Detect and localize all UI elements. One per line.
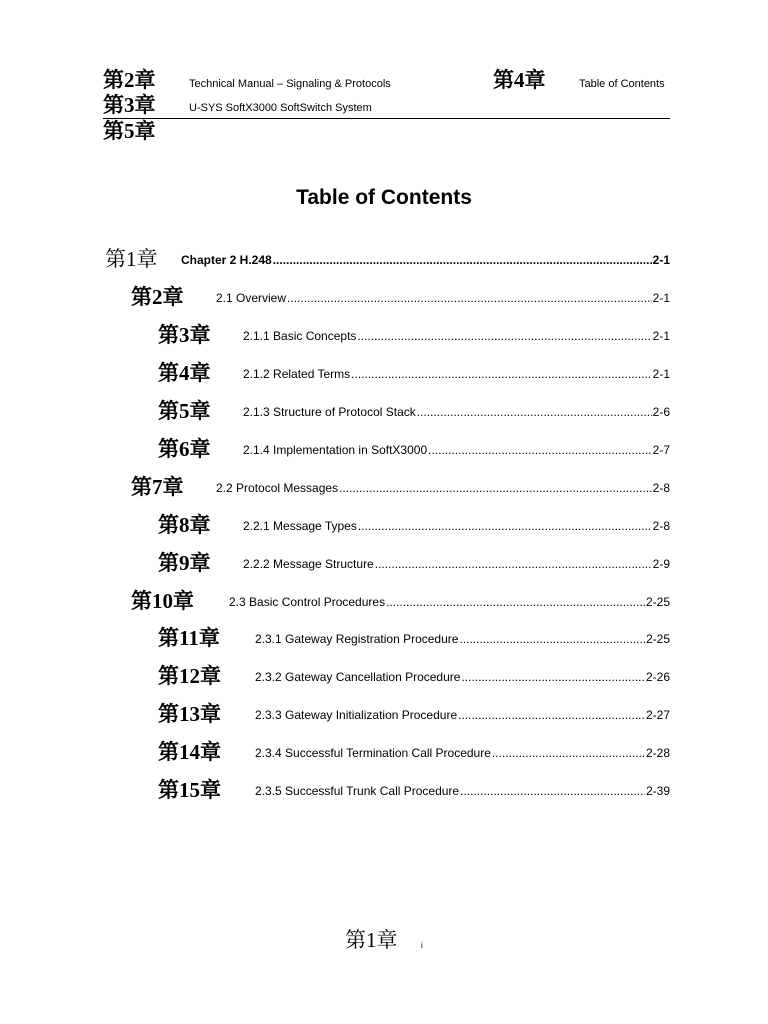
- toc-leader: [428, 444, 652, 456]
- toc-leader: [458, 709, 645, 721]
- header-manual-title: Technical Manual – Signaling & Protocols: [189, 78, 391, 90]
- toc-marker: 第3章: [158, 323, 211, 347]
- toc-entry[interactable]: [229, 596, 670, 608]
- footer-page-number: i: [421, 941, 423, 950]
- toc-entry-text: 2.3.1 Gateway Registration Procedure: [255, 632, 459, 646]
- toc-marker: 第4章: [158, 361, 211, 385]
- toc-entry-page: 2-25: [645, 595, 670, 609]
- toc-marker: 第2章: [131, 285, 184, 309]
- toc-marker: 第11章: [158, 626, 220, 650]
- toc-marker: 第7章: [131, 475, 184, 499]
- toc-marker: 第10章: [131, 589, 194, 613]
- toc-marker: 第14章: [158, 740, 221, 764]
- toc-entry-text: 2.1.4 Implementation in SoftX3000: [243, 443, 428, 457]
- toc-entry-text: 2.2.1 Message Types: [243, 519, 357, 533]
- toc-entry[interactable]: [243, 558, 670, 570]
- toc-entry-text: 2.1.3 Structure of Protocol Stack: [243, 405, 416, 419]
- toc-entry[interactable]: [243, 520, 670, 532]
- toc-marker: 第5章: [158, 399, 211, 423]
- toc-entry-text: Chapter 2 H.248: [181, 253, 272, 267]
- toc-entry[interactable]: [243, 368, 670, 380]
- toc-entry-text: 2.1 Overview: [216, 291, 287, 305]
- toc-leader: [375, 558, 652, 570]
- header-chapter-marker: 第2章: [103, 68, 156, 92]
- toc-entry-text: 2.2 Protocol Messages: [216, 481, 339, 495]
- toc-entry-text: 2.1.2 Related Terms: [243, 367, 351, 381]
- toc-entry-text: 2.1.1 Basic Concepts: [243, 329, 357, 343]
- toc-entry-text: 2.2.2 Message Structure: [243, 557, 374, 571]
- toc-leader: [351, 368, 651, 380]
- toc-entry-page: 2-8: [652, 519, 670, 533]
- toc-leader: [417, 406, 652, 418]
- toc-entry[interactable]: [181, 254, 670, 266]
- toc-entry-page: 2-1: [652, 253, 670, 267]
- toc-marker: 第1章: [105, 247, 158, 271]
- toc-entry-page: 2-39: [645, 784, 670, 798]
- toc-entry-page: 2-8: [652, 481, 670, 495]
- toc-entry-page: 2-28: [645, 746, 670, 760]
- toc-marker: 第13章: [158, 702, 221, 726]
- toc-entry-page: 2-1: [652, 291, 670, 305]
- toc-entry-text: 2.3.3 Gateway Initialization Procedure: [255, 708, 458, 722]
- toc-entry-page: 2-7: [652, 443, 670, 457]
- page-title: Table of Contents: [296, 186, 472, 209]
- toc-entry-page: 2-1: [652, 367, 670, 381]
- header-chapter-marker: 第5章: [103, 119, 156, 143]
- header-section-label: Table of Contents: [579, 78, 665, 90]
- toc-marker: 第6章: [158, 437, 211, 461]
- header-chapter-marker: 第3章: [103, 93, 156, 117]
- toc-entry[interactable]: [255, 709, 670, 721]
- toc-entry-page: 2-27: [645, 708, 670, 722]
- toc-entry-page: 2-25: [645, 632, 670, 646]
- toc-leader: [287, 292, 652, 304]
- toc-marker: 第12章: [158, 664, 221, 688]
- toc-leader: [461, 671, 645, 683]
- toc-entry[interactable]: [255, 671, 670, 683]
- toc-entry[interactable]: [216, 482, 670, 494]
- toc-entry-page: 2-6: [652, 405, 670, 419]
- toc-entry[interactable]: [255, 633, 670, 645]
- toc-marker: 第15章: [158, 778, 221, 802]
- header-right-chapter-marker: 第4章: [493, 68, 546, 92]
- footer-chapter-marker: 第1章: [345, 928, 398, 952]
- toc-entry[interactable]: [255, 747, 670, 759]
- toc-marker: 第8章: [158, 513, 211, 537]
- header-rule: [103, 118, 670, 119]
- toc-entry-page: 2-26: [645, 670, 670, 684]
- toc-entry-text: 2.3.2 Gateway Cancellation Procedure: [255, 670, 461, 684]
- toc-marker: 第9章: [158, 551, 211, 575]
- toc-leader: [386, 596, 645, 608]
- toc-leader: [460, 785, 645, 797]
- toc-leader: [492, 747, 645, 759]
- toc-entry-page: 2-1: [652, 329, 670, 343]
- toc-leader: [357, 330, 651, 342]
- toc-entry-text: 2.3 Basic Control Procedures: [229, 595, 386, 609]
- toc-leader: [339, 482, 652, 494]
- toc-entry[interactable]: [255, 785, 670, 797]
- toc-entry[interactable]: [243, 406, 670, 418]
- toc-entry[interactable]: [243, 330, 670, 342]
- toc-leader: [358, 520, 652, 532]
- toc-entry-text: 2.3.5 Successful Trunk Call Procedure: [255, 784, 460, 798]
- toc-leader: [273, 254, 652, 266]
- toc-entry[interactable]: [216, 292, 670, 304]
- toc-entry-text: 2.3.4 Successful Termination Call Procedure: [255, 746, 491, 760]
- toc-leader: [459, 633, 645, 645]
- header-system-name: U-SYS SoftX3000 SoftSwitch System: [189, 102, 372, 114]
- toc-entry[interactable]: [243, 444, 670, 456]
- toc-entry-page: 2-9: [652, 557, 670, 571]
